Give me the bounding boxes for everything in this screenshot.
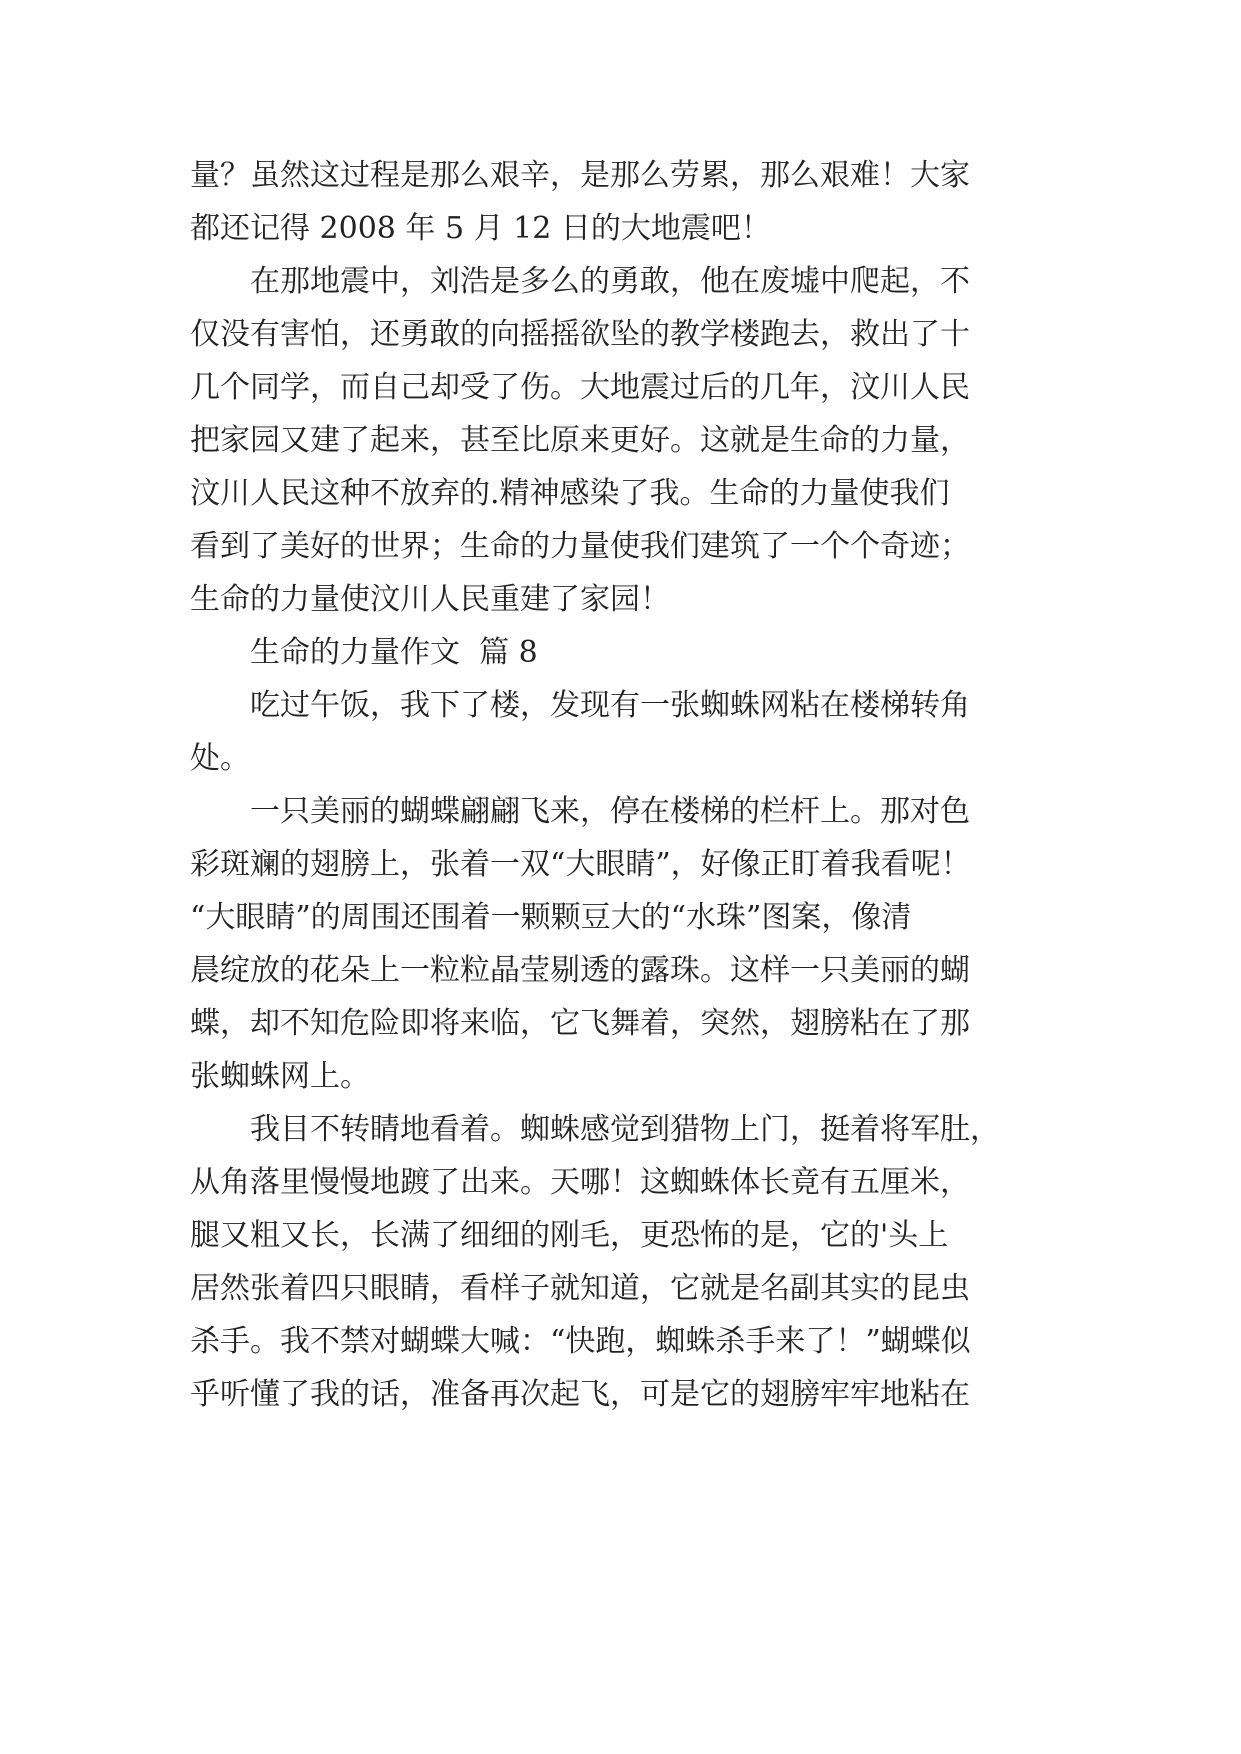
text-line: 量？虽然这过程是那么艰辛，是那么劳累，那么艰难！大家 <box>190 158 970 193</box>
text-line: 从角落里慢慢地踱了出来。天哪！这蜘蛛体长竟有五厘米， <box>190 1165 970 1200</box>
text-line: 腿又粗又长，长满了细细的刚毛，更恐怖的是，它的'头上 <box>190 1218 949 1253</box>
text-line: 杀手。我不禁对蝴蝶大喊：“快跑，蜘蛛杀手来了！”蝴蝶似 <box>190 1324 971 1359</box>
text-line: 都还记得 2008 年 5 月 12 日的大地震吧！ <box>190 211 771 246</box>
text-line: 处。 <box>190 741 250 776</box>
paragraph-start-line: 一只美丽的蝴蝶翩翩飞来，停在楼梯的栏杆上。那对色 <box>250 794 970 829</box>
text-line: 蝶，却不知危险即将来临，它飞舞着，突然，翅膀粘在了那 <box>190 1006 970 1041</box>
text-line: 把家园又建了起来，甚至比原来更好。这就是生命的力量， <box>190 423 970 458</box>
text-line: 乎听懂了我的话，准备再次起飞，可是它的翅膀牢牢地粘在 <box>190 1377 970 1412</box>
paragraph-start-line: 我目不转睛地看着。蜘蛛感觉到猎物上门，挺着将军肚， <box>250 1112 1000 1147</box>
text-line: “大眼睛”的周围还围着一颗颗豆大的“水珠”图案，像清 <box>190 900 912 935</box>
text-line: 汶川人民这种不放弃的.精神感染了我。生命的力量使我们 <box>190 476 950 511</box>
text-line: 晨绽放的花朵上一粒粒晶莹剔透的露珠。这样一只美丽的蝴 <box>190 953 970 988</box>
text-line: 仅没有害怕，还勇敢的向摇摇欲坠的教学楼跑去，救出了十 <box>190 317 970 352</box>
section-heading: 生命的力量作文 篇 8 <box>250 635 538 670</box>
paragraph-start-line: 在那地震中，刘浩是多么的勇敢，他在废墟中爬起，不 <box>250 264 970 299</box>
text-line: 生命的力量使汶川人民重建了家园！ <box>190 582 670 617</box>
text-line: 几个同学，而自己却受了伤。大地震过后的几年，汶川人民 <box>190 370 970 405</box>
text-line: 张蜘蛛网上。 <box>190 1059 370 1094</box>
text-line: 居然张着四只眼睛，看样子就知道，它就是名副其实的昆虫 <box>190 1271 970 1306</box>
paragraph-start-line: 吃过午饭，我下了楼，发现有一张蜘蛛网粘在楼梯转角 <box>250 688 970 723</box>
text-line: 看到了美好的世界；生命的力量使我们建筑了一个个奇迹； <box>190 529 970 564</box>
text-line: 彩斑斓的翅膀上，张着一双“大眼睛”，好像正盯着我看呢！ <box>190 847 971 882</box>
